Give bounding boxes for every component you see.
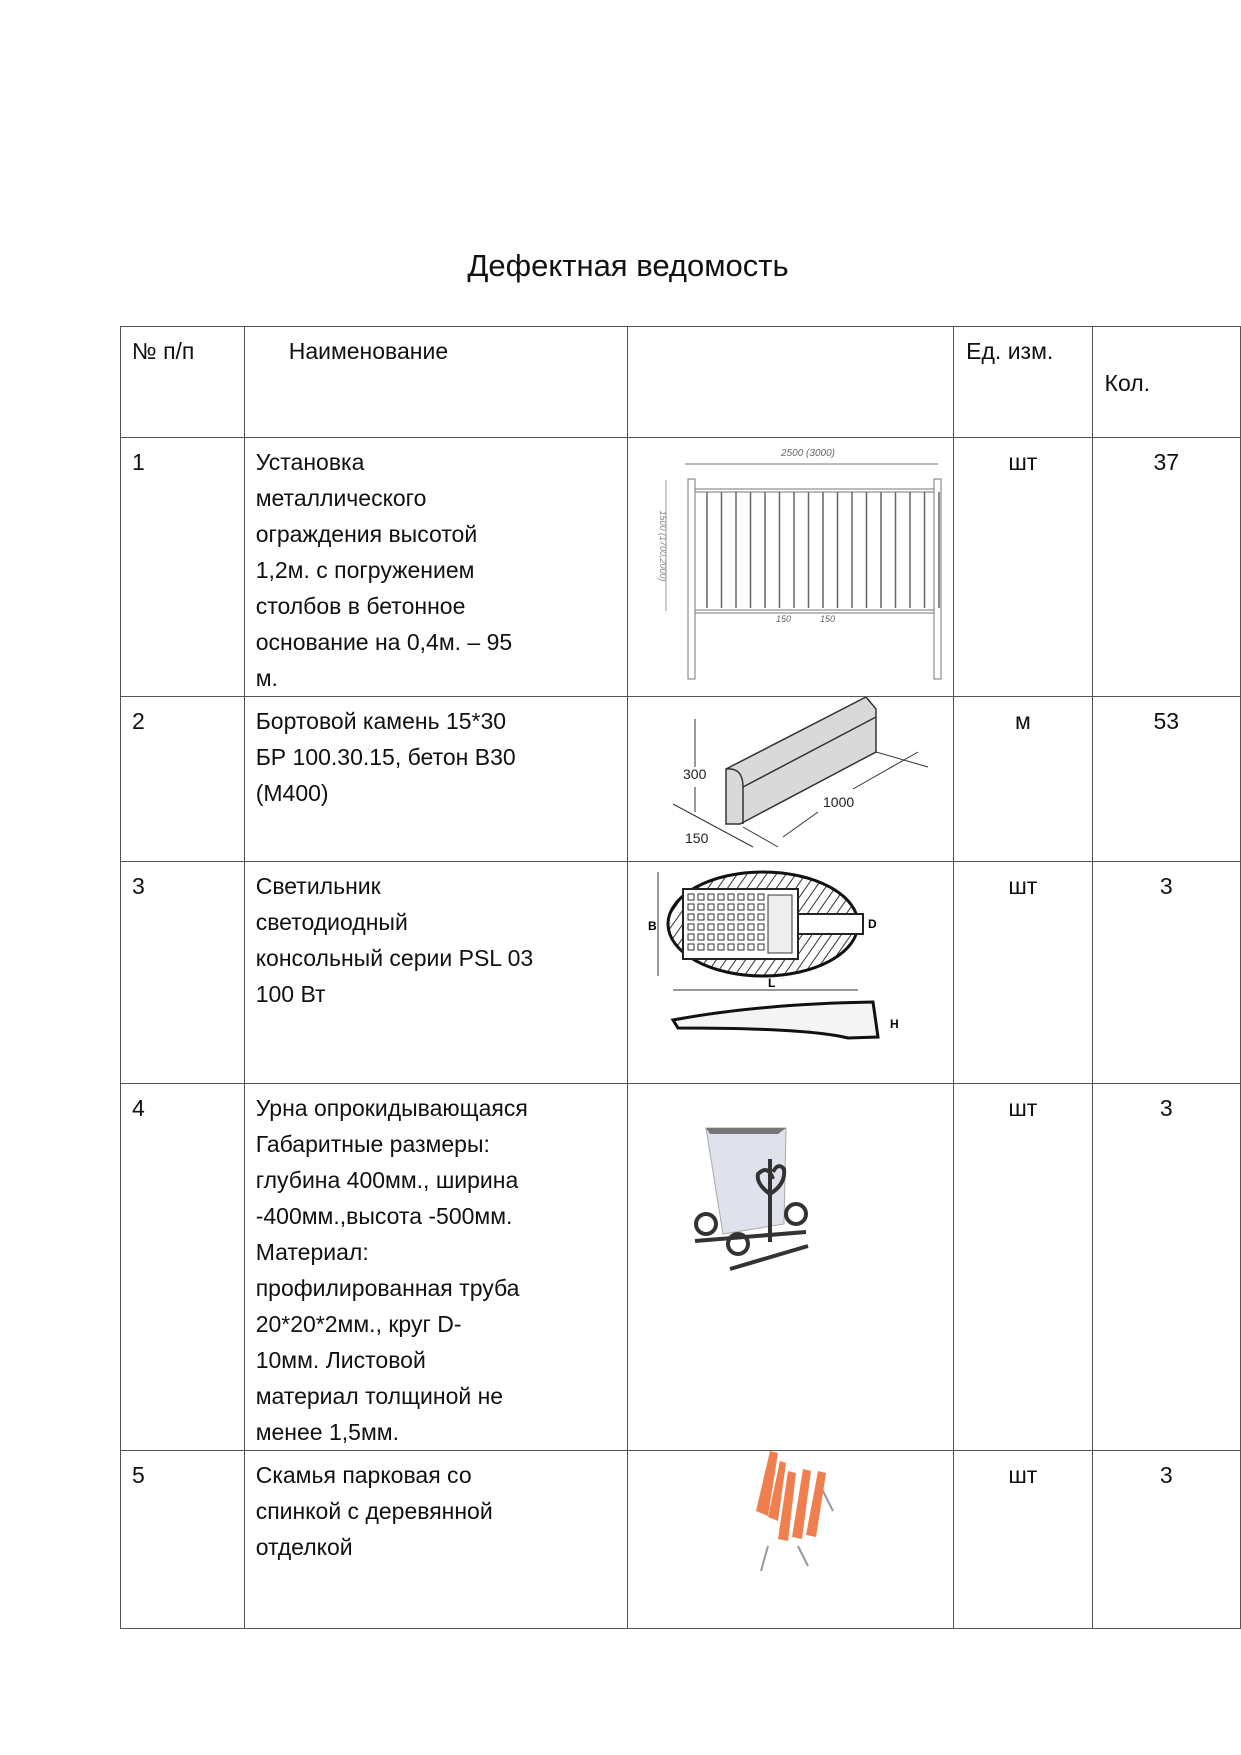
row-name-line: светодиодный [255, 909, 408, 935]
table-row [121, 1084, 1241, 1451]
row-name-line: БР 100.30.15, бетон В30 [255, 744, 516, 770]
row-name-line: столбов в бетонное [255, 593, 466, 619]
table-row [121, 697, 1241, 862]
header-name: Наименование [244, 327, 627, 438]
row-name-line: Бортовой камень 15*30 [255, 708, 507, 734]
row-name-line: металлического [255, 485, 427, 511]
row-qty: 53 [1092, 697, 1240, 862]
table-row [121, 1451, 1241, 1629]
table-row [121, 862, 1241, 1084]
row-name-line: Материал: [255, 1239, 369, 1265]
lamp-b-label: B [648, 919, 657, 933]
row-name-line: менее 1,5мм. [255, 1419, 399, 1445]
row-num: 1 [121, 438, 245, 697]
defect-table [120, 326, 1241, 1629]
row-name-line: (М400) [255, 780, 329, 806]
row-name-line: Габаритные размеры: [255, 1131, 490, 1157]
curb-length-label: 1000 [823, 794, 855, 810]
row-unit: шт [954, 862, 1092, 1084]
row-num: 4 [121, 1084, 245, 1451]
lamp-l-label: L [768, 976, 776, 990]
row-name-line: Скамья парковая со [255, 1462, 472, 1488]
row-name-line: отделкой [255, 1534, 353, 1560]
row-name-line: профилированная труба [255, 1275, 520, 1301]
lamp-d-label: D [868, 917, 877, 931]
park-bench-photo-icon [628, 1451, 954, 1629]
row-name [244, 862, 627, 1084]
fence-width-label: 2500 (3000) [781, 448, 836, 459]
row-name-line: 10мм. Листовой [255, 1347, 426, 1373]
row-qty: 3 [1092, 1084, 1240, 1451]
row-name [244, 697, 627, 862]
curb-stone-drawing-icon [628, 697, 954, 862]
row-name-line: 20*20*2мм., круг D- [255, 1311, 462, 1337]
curb-height-label: 300 [683, 766, 707, 782]
row-name [244, 1451, 627, 1629]
fence-gap-label: 150 [820, 614, 836, 624]
row-name-line: 1,2м. с погружением [255, 557, 475, 583]
row-name-line: м. [255, 665, 278, 691]
row-unit: шт [954, 1451, 1092, 1629]
row-num: 5 [121, 1451, 245, 1629]
row-name-line: Урна опрокидывающаяся [255, 1095, 528, 1121]
fence-gap-label: 150 [776, 614, 792, 624]
trash-bin-photo-icon [628, 1084, 954, 1451]
row-unit: шт [954, 438, 1092, 697]
table-header-row [121, 327, 1241, 438]
row-unit: шт [954, 1084, 1092, 1451]
row-name [244, 1084, 627, 1451]
row-name-line: глубина 400мм., ширина [255, 1167, 519, 1193]
table-row [121, 438, 1241, 697]
curb-width-label: 150 [685, 830, 709, 846]
header-image [628, 327, 954, 438]
row-name [244, 438, 627, 697]
header-num: № п/п [121, 327, 245, 438]
page-title: Дефектная ведомость [467, 248, 789, 283]
row-num: 3 [121, 862, 245, 1084]
lamp-h-label: H [890, 1017, 899, 1031]
row-num: 2 [121, 697, 245, 862]
row-qty: 37 [1092, 438, 1240, 697]
row-name-line: материал толщиной не [255, 1383, 504, 1409]
row-qty: 3 [1092, 862, 1240, 1084]
row-name-line: Светильник [255, 873, 381, 899]
row-unit: м [954, 697, 1092, 862]
row-name-line: консольный серии PSL 03 [255, 945, 534, 971]
row-name-line: 100 Вт [255, 981, 326, 1007]
street-lamp-drawing-icon [628, 862, 954, 1084]
row-name-line: Установка [255, 449, 365, 475]
row-name-line: спинкой с деревянной [255, 1498, 493, 1524]
row-name-line: основание на 0,4м. – 95 [255, 629, 513, 655]
header-qty: Кол. [1092, 327, 1240, 438]
row-qty: 3 [1092, 1451, 1240, 1629]
header-unit: Ед. изм. [954, 327, 1092, 438]
fence-drawing-icon [628, 438, 954, 697]
fence-height-label: 1500 (1700,2000) [658, 510, 669, 582]
row-name-line: ограждения высотой [255, 521, 478, 547]
row-name-line: -400мм.,высота -500мм. [255, 1203, 513, 1229]
